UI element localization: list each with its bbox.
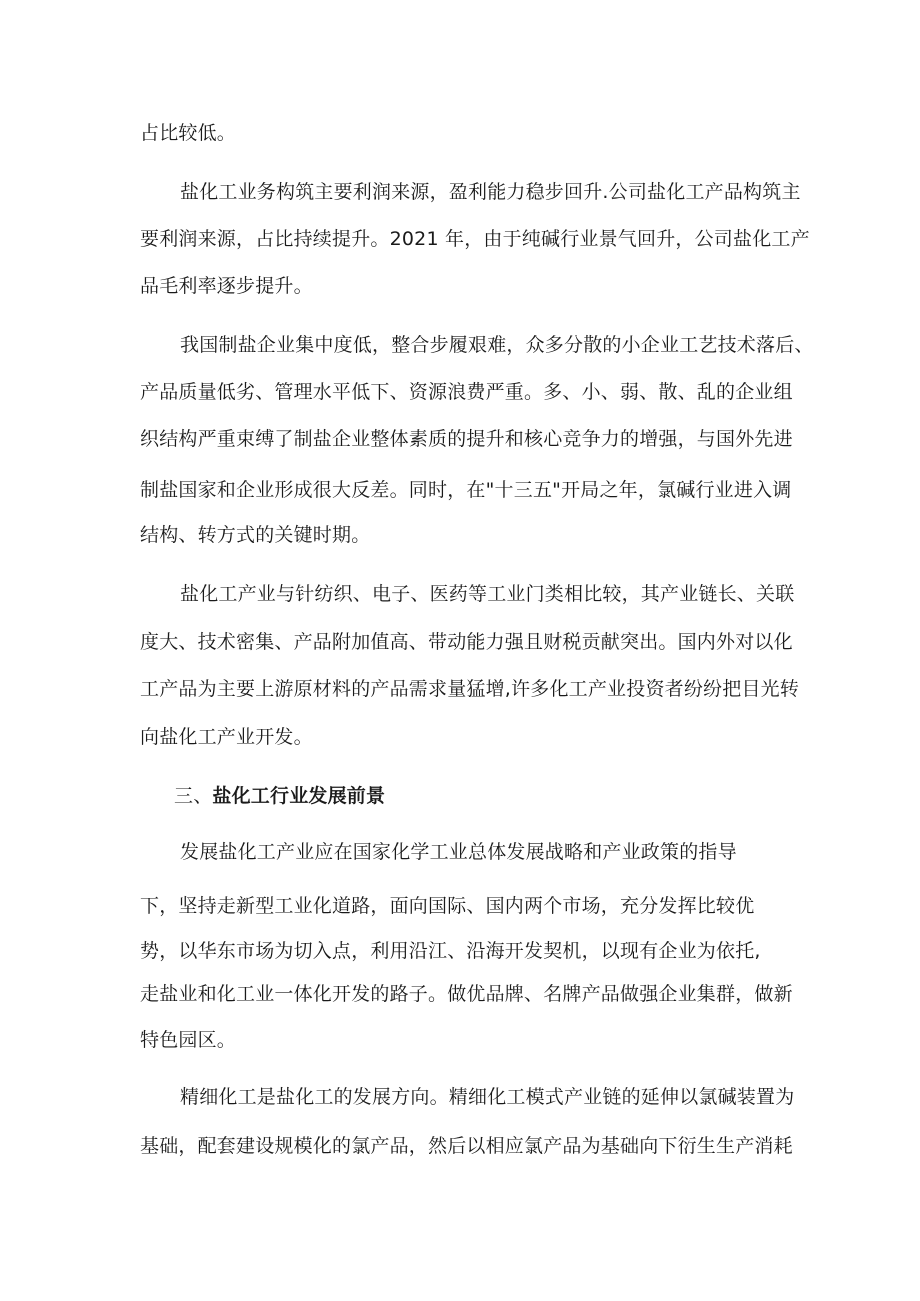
paragraph-line: 盐化工业务构筑主要利润来源，盈利能力稳步回升.公司盐化工产品构筑主 — [180, 181, 801, 203]
paragraph-line: 盐化工产业与针纺织、电子、医药等工业门类相比较，其产业链长、关联 — [180, 583, 795, 605]
paragraph-line: 产品质量低劣、管理水平低下、资源浪费严重。多、小、弱、散、乱的企业组 — [140, 381, 793, 403]
paragraph-line: 占比较低。 — [140, 122, 237, 144]
paragraph-line: 织结构严重束缚了制盐企业整体素质的提升和核心竞争力的增强，与国外先进 — [140, 428, 793, 450]
paragraph-line: 势，以华东市场为切入点，利用沿江、沿海开发契机，以现有企业为依托, — [140, 940, 761, 962]
paragraph-line: 结构、转方式的关键时期。 — [140, 524, 371, 546]
section-heading — [174, 783, 385, 809]
paragraph-line: 精细化工是盐化工的发展方向。精细化工模式产业链的延伸以氯碱装置为 — [180, 1086, 795, 1108]
paragraph-line: 要利润来源，占比持续提升。2021 年，由于纯碱行业景气回升，公司盐化工产 — [140, 228, 810, 250]
paragraph-line: 特色园区。 — [140, 1029, 237, 1051]
paragraph-line: 基础，配套建设规模化的氯产品，然后以相应氯产品为基础向下衍生生产消耗 — [140, 1135, 793, 1157]
section-heading-title: 盐化工行业发展前景 — [212, 785, 386, 807]
paragraph-line: 下，坚持走新型工业化道路，面向国际、国内两个市场，充分发挥比较优 — [140, 895, 755, 917]
paragraph-line: 走盐业和化工业一体化开发的路子。做优品牌、名牌产品做强企业集群，做新 — [140, 983, 793, 1005]
paragraph-line: 我国制盐企业集中度低，整合步履艰难，众多分散的小企业工艺技术落后、 — [180, 334, 814, 356]
paragraph-line: 向盐化工产业开发。 — [140, 726, 313, 748]
paragraph-line: 品毛利率逐步提升。 — [140, 275, 313, 297]
paragraph-line: 度大、技术密集、产品附加值高、带动能力强且财税贡献突出。国内外对以化 — [140, 631, 793, 653]
paragraph-line: 工产品为主要上游原材料的产品需求量猛增,许多化工产业投资者纷纷把目光转 — [140, 678, 800, 700]
paragraph-line: 发展盐化工产业应在国家化学工业总体发展战略和产业政策的指导 — [180, 841, 737, 863]
paragraph-line: 制盐国家和企业形成很大反差。同时，在"十三五"开局之年，氯碱行业进入调 — [140, 479, 792, 501]
section-heading-number: 三、 — [174, 785, 213, 807]
